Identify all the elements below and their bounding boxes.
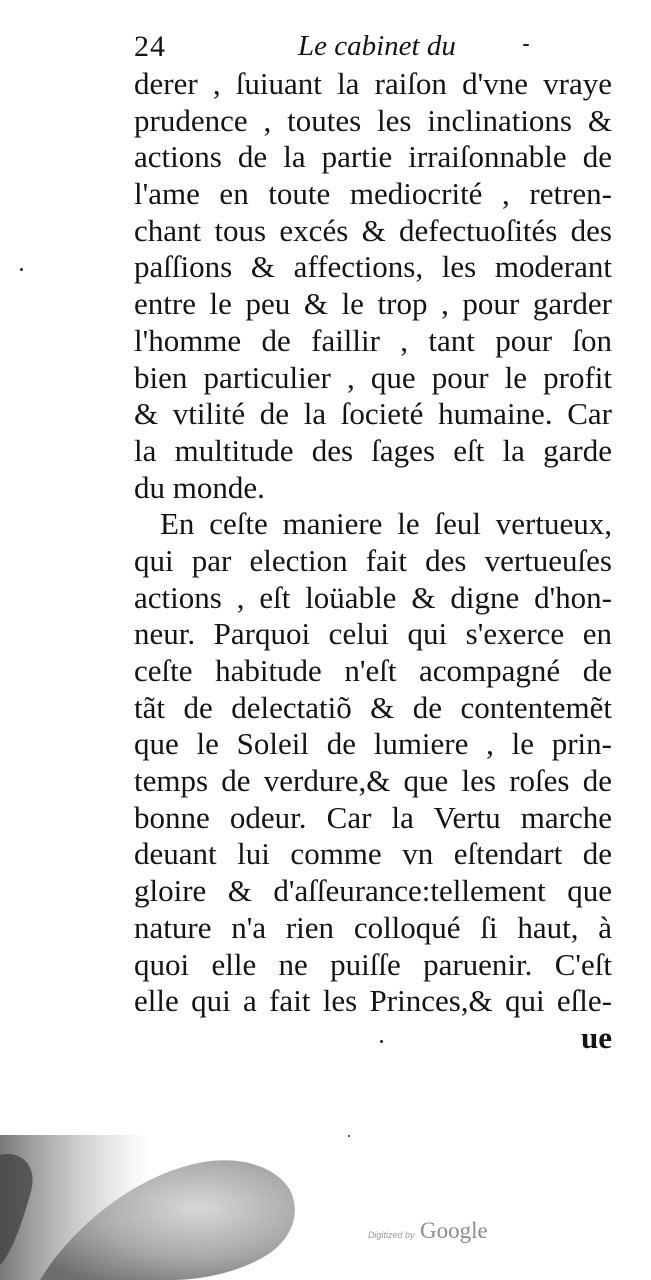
text-line: actions de la partie irraiſonnable de <box>134 139 612 175</box>
body-text <box>134 66 612 1057</box>
text-line: & vtilité de la ſocieté humaine. Car <box>134 396 612 432</box>
text-line: bien particulier , que pour le profit <box>134 359 612 395</box>
text-line: actions , eſt loüable & digne d'hon- <box>134 579 612 615</box>
text-line: bonne odeur. Car la Vertu marche <box>134 799 612 835</box>
text-line: prudence , toutes les inclinations & <box>134 102 612 138</box>
text-line: que le Soleil de lumiere , le prin- <box>134 726 612 762</box>
running-title: Le cabinet du <box>298 30 456 62</box>
text-line: chant tous excés & defectuoſités des <box>134 212 612 248</box>
text-line: entre le peu & le trop , pour garder <box>134 286 612 322</box>
text-line: paſſions & affections, les moderant <box>134 249 612 285</box>
text-line: neur. Parquoi celui qui s'exerce en <box>134 616 612 652</box>
thumb-smudge <box>0 1135 330 1280</box>
thumb-smudge-graphic <box>0 1135 330 1280</box>
ink-speck <box>380 1040 383 1043</box>
text-line: la multitude des ſages eſt la garde <box>134 432 612 468</box>
text-line: du monde. <box>134 469 265 505</box>
text-line: En ceſte maniere le ſeul vertueux, <box>160 506 612 542</box>
watermark-brand: Google <box>420 1218 488 1243</box>
text-line: quoi elle ne puiſſe paruenir. C'eſt <box>134 946 612 982</box>
text-line: nature n'a rien colloqué ſi haut, à <box>134 909 612 945</box>
page-number: 24 <box>134 30 166 63</box>
running-head <box>130 30 600 66</box>
text-line: l'homme de faillir , tant pour ſon <box>134 322 612 358</box>
text-line: elle qui a fait les Princes,& qui eſle- <box>134 983 612 1019</box>
catchword: ue <box>581 1019 612 1055</box>
text-line: gloire & d'aſſeurance:tellement que <box>134 873 612 909</box>
ink-speck <box>523 44 529 46</box>
text-line: tãt de delectatiõ & de contentemẽt <box>134 689 612 725</box>
text-line: ceſte habitude n'eſt acompagné de <box>134 653 612 688</box>
text-line: derer , ſuiuant la raiſon d'vne vraye <box>134 66 612 101</box>
text-line: temps de verdure,& que les roſes de <box>134 763 612 799</box>
ink-speck <box>348 1135 350 1137</box>
watermark-prefix: Digitized by <box>368 1230 415 1240</box>
text-line: qui par election fait des vertueuſes <box>134 542 612 578</box>
digitization-watermark <box>368 1218 508 1248</box>
ink-speck <box>20 268 23 271</box>
text-line: l'ame en toute mediocrité , retren- <box>134 176 612 212</box>
text-line: deuant lui comme vn eſtendart de <box>134 836 612 872</box>
